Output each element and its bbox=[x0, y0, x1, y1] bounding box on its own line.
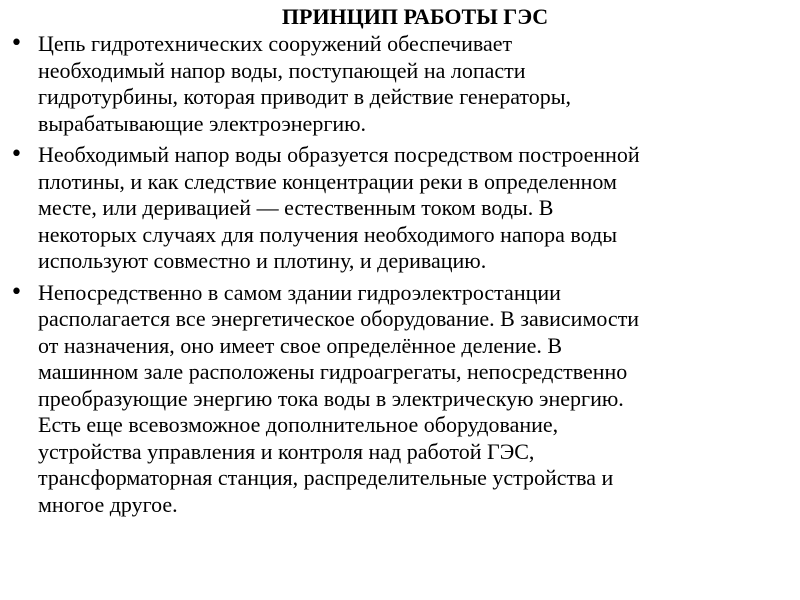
bullet-item bbox=[10, 31, 795, 137]
bullet-item bbox=[10, 280, 795, 519]
bullet-icon: • bbox=[10, 31, 23, 56]
bullet-icon: • bbox=[10, 142, 23, 167]
slide-title: ПРИНЦИП РАБОТЫ ГЭС bbox=[281, 4, 549, 29]
bullet-icon: • bbox=[10, 279, 23, 305]
bullet-item bbox=[10, 142, 795, 275]
bullet-list bbox=[10, 31, 795, 523]
bullet-text: Непосредственно в самом здании гидроэлектростанции располагается все энергетическое оборудование. В зависимости от назначения, оно имеет свое определённое деление. В машинном зале расположены гидроагрегаты, непосредственно преобразующие энергию тока воды в электрическую энергию. Есть еще всевозможное дополнительное оборудование, устройства управления и контроля над работой ГЭС, трансформаторная станция, распределительные устройства и многое другое. bbox=[38, 279, 640, 517]
bullet-text: Цепь гидротехнических сооружений обеспечивает необходимый напор воды, поступающей на лопасти гидротурбины, которая приводит в действие генераторы, вырабатывающие электроэнергию. bbox=[38, 31, 572, 136]
bullet-text: Необходимый напор воды образуется посредством построенной плотины, и как следствие концентрации реки в определенном месте, или деривацией — естественным током воды. В некоторых случаях для получения необходимого напора воды используют совместно и плотину, и деривацию. bbox=[38, 142, 640, 273]
